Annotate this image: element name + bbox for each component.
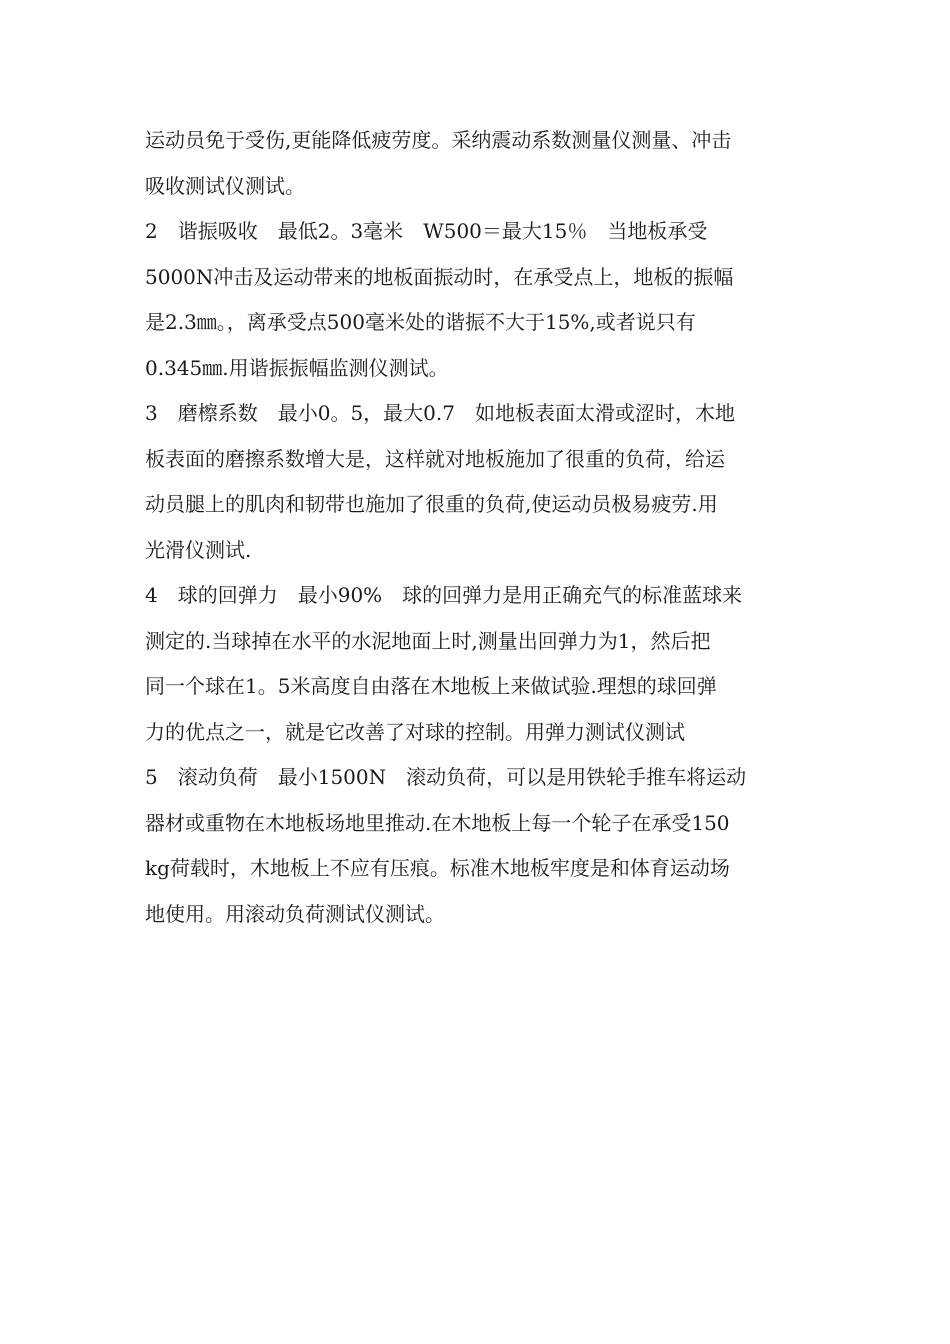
text-line: kg荷载时，木地板上不应有压痕。标准木地板牢度是和体育运动场 — [145, 856, 730, 880]
text-line: 测定的.当球掉在水平的水泥地面上时,测量出回弹力为1，然后把 — [145, 628, 711, 653]
text-line: 吸收测试仪测试。 — [145, 173, 305, 198]
text-line: 板表面的磨擦系数增大是，这样就对地板施加了很重的负荷，给运 — [145, 446, 725, 471]
text-line: 0.345㎜.用谐振振幅监测仪测试。 — [145, 355, 449, 380]
text-line: 5000N冲击及运动带来的地板面振动时，在承受点上，地板的振幅 — [145, 264, 734, 289]
text-line: 2 谐振吸收 最低2。3毫米 W500＝最大15％ 当地板承受 — [145, 219, 708, 243]
text-line: 力的优点之一，就是它改善了对球的控制。用弹力测试仪测试 — [145, 719, 685, 744]
text-line: 运动员免于受伤,更能降低疲劳度。采纳震动系数测量仪测量、冲击 — [145, 128, 732, 152]
text-line: 是2.3㎜。，离承受点500毫米处的谐振不大于15%,或者说只有 — [145, 310, 696, 334]
text-line: 动员腿上的肌肉和韧带也施加了很重的负荷,使运动员极易疲劳.用 — [145, 492, 718, 516]
text-line: 同一个球在1。5米高度自由落在木地板上来做试验.理想的球回弹 — [145, 674, 717, 698]
text-line: 5 滚动负荷 最小1500N 滚动负荷，可以是用铁轮手推车将运动 — [145, 765, 747, 789]
text-line: 3 磨檫系数 最小0。5，最大0.7 如地板表面太滑或涩时，木地 — [145, 401, 735, 425]
text-line: 4 球的回弹力 最小90% 球的回弹力是用正确充气的标准蓝球来 — [145, 583, 743, 607]
text-line: 器材或重物在木地板场地里推动.在木地板上每一个轮子在承受150 — [145, 810, 730, 835]
text-line: 地使用。用滚动负荷测试仪测试。 — [145, 901, 445, 926]
text-line: 光滑仪测试. — [145, 537, 252, 562]
body-text — [145, 118, 825, 937]
